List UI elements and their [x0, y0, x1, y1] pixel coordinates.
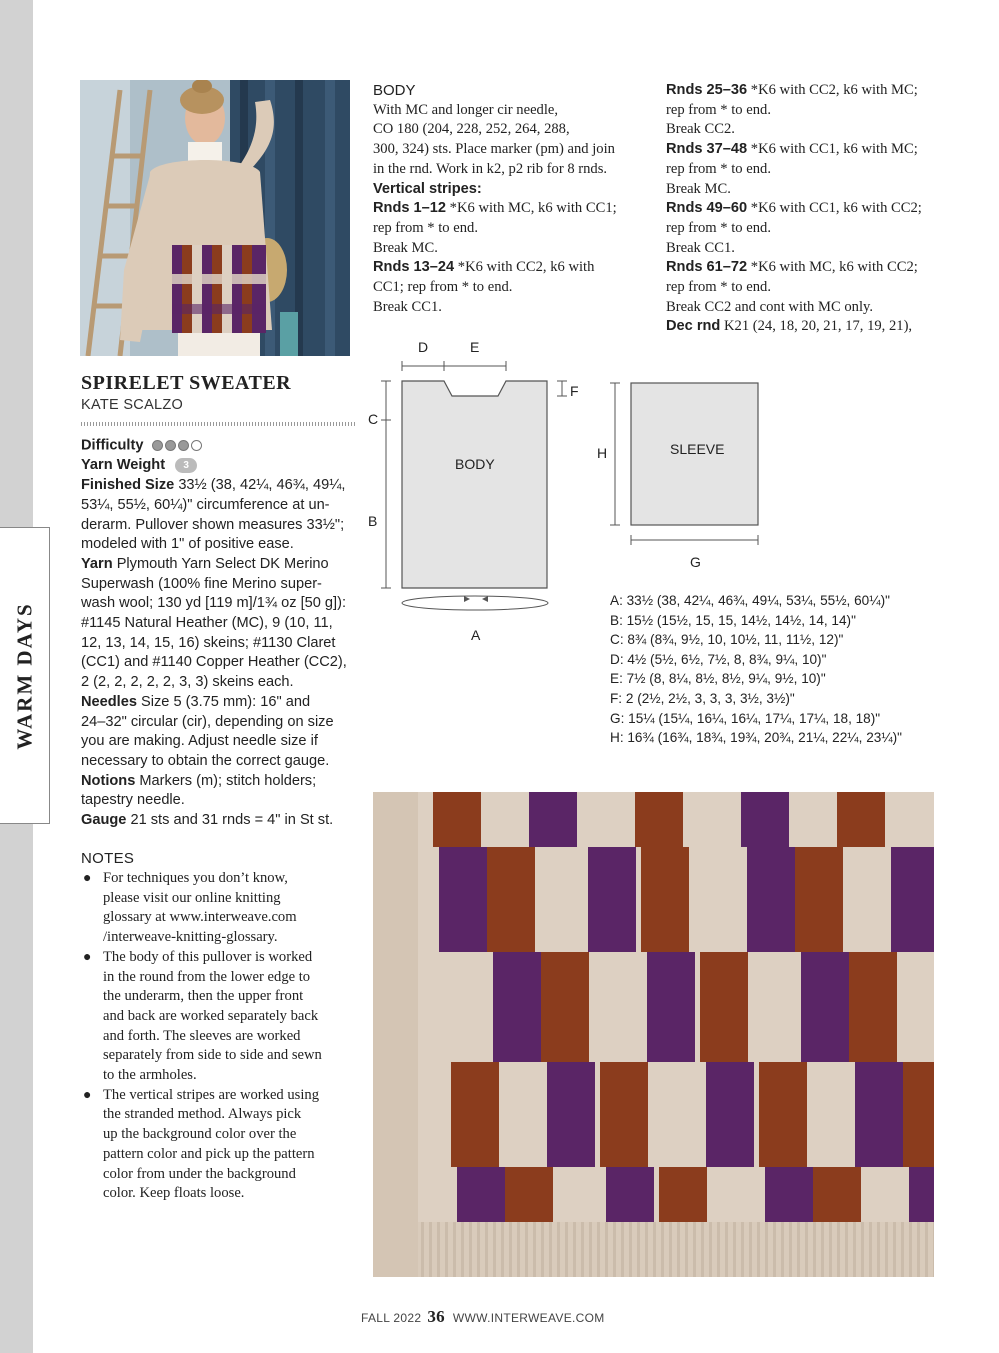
measurement-value: 2 (2½, 2½, 3, 3, 3, 3½, 3½)"	[622, 690, 795, 706]
sleeve-edge	[373, 792, 418, 1277]
stripe-block	[433, 792, 481, 847]
rib-line	[533, 1222, 536, 1277]
stripe-block	[588, 847, 636, 952]
rib-line	[733, 1222, 736, 1277]
spec-line	[81, 535, 366, 555]
measurement-key: E:	[610, 671, 623, 687]
rib-line	[597, 1222, 600, 1277]
round-text: rep from * to end.	[373, 219, 478, 236]
body-instructions-col1	[373, 81, 663, 317]
notes-list	[81, 869, 361, 1204]
body-instructions-col2	[666, 81, 966, 337]
stripe-block	[606, 1167, 654, 1222]
rib-line	[461, 1222, 464, 1277]
stripe-block	[903, 1062, 934, 1167]
round-label: Rnds 49–60	[666, 200, 748, 217]
model-photo	[80, 80, 350, 356]
spec-text: 21 sts and 31 rnds = 4" in St st.	[126, 812, 334, 829]
round-text: Break MC.	[666, 180, 731, 197]
body-intro	[373, 101, 663, 180]
stripe-block	[843, 847, 891, 952]
stripe-block	[891, 847, 934, 952]
note-line: The body of this pullover is worked	[103, 948, 313, 965]
issue-label: FALL 2022	[361, 1311, 422, 1325]
note-line: color from under the background	[103, 1165, 296, 1182]
spec-label: Gauge	[81, 812, 127, 829]
rib-line	[869, 1222, 872, 1277]
rib-line	[501, 1222, 504, 1277]
stripe-block	[789, 792, 837, 847]
note-line: up the background color over the	[103, 1126, 297, 1143]
spec-text: you are making. Adjust needle size if	[81, 733, 318, 750]
stripe-block	[635, 792, 683, 847]
instruction-line	[666, 180, 966, 200]
measurement-value: 16¾ (16¾, 18¾, 19¾, 20¾, 21¼, 22¼, 23¼)"	[623, 730, 903, 746]
instruction-line	[666, 219, 966, 239]
rib-line	[573, 1222, 576, 1277]
difficulty-dot-empty-icon	[191, 440, 202, 451]
rib-line	[525, 1222, 528, 1277]
measurement-key: C:	[610, 632, 624, 648]
instruction-line	[373, 199, 663, 219]
rib-line	[557, 1222, 560, 1277]
yarn-weight-label: Yarn Weight	[81, 457, 166, 474]
round-text: *K6 with MC, k6 with CC1;	[446, 200, 617, 217]
difficulty-dot-icon	[152, 440, 163, 451]
spec-line	[81, 732, 366, 752]
stripe-block	[765, 1167, 813, 1222]
instruction-line	[666, 81, 966, 101]
instruction-line: 300, 324) sts. Place marker (pm) and join	[373, 141, 615, 158]
stripe-block	[849, 952, 897, 1062]
instruction-line	[666, 140, 966, 160]
spec-text: (CC1) and #1140 Copper Heather (CC2),	[81, 654, 347, 671]
stripe-block	[582, 792, 630, 847]
spec-label: Notions	[81, 772, 136, 789]
stripe-block	[753, 952, 801, 1062]
note-line: For techniques you don’t know,	[103, 870, 288, 886]
spec-line	[81, 634, 366, 654]
stripe-block	[706, 1062, 754, 1167]
spec-text: 2 (2, 2, 2, 2, 2, 3, 3) skeins each.	[81, 674, 294, 691]
stripe-block	[481, 792, 529, 847]
round-label: Rnds 1–12	[373, 200, 447, 217]
stripe-block	[547, 1062, 595, 1167]
spec-text: 33½ (38, 42¼, 46¾, 49¼,	[174, 477, 346, 494]
stripe-block	[897, 952, 934, 1062]
stripe-block	[529, 792, 577, 847]
rib-line	[605, 1222, 608, 1277]
rib-line	[853, 1222, 856, 1277]
measurement-row	[610, 630, 902, 650]
stripe-block	[700, 952, 748, 1062]
rib-line	[685, 1222, 688, 1277]
section-tab-label: WARM DAYS	[12, 602, 37, 750]
label-h: H	[597, 445, 608, 461]
difficulty-dot-icon	[178, 440, 189, 451]
rib-line	[445, 1222, 448, 1277]
stripe-block	[741, 792, 789, 847]
spec-text: tapestry needle.	[81, 792, 185, 809]
note-line: color. Keep floats loose.	[103, 1185, 245, 1202]
note-line: pattern color and pick up the pattern	[103, 1145, 315, 1162]
measurement-value: 7½ (8, 8¼, 8½, 8½, 9¼, 9½, 10)"	[622, 671, 826, 687]
rib-line	[725, 1222, 728, 1277]
yarn-weight-icon: 3	[175, 458, 197, 473]
specs-column	[81, 436, 366, 831]
instruction-line	[666, 317, 966, 337]
designer-name: KATE SCALZO	[81, 397, 184, 413]
rib-line	[749, 1222, 752, 1277]
spec-text: 53¼, 55½, 60¼)" circumference at un-	[81, 496, 330, 513]
rib-line	[621, 1222, 624, 1277]
rib-line	[901, 1222, 904, 1277]
spec-text: 12, 13, 14, 15, 16) skeins; #1130 Claret	[81, 634, 336, 651]
round-text: rep from * to end.	[666, 101, 771, 118]
rib-line	[909, 1222, 912, 1277]
round-label: Rnds 61–72	[666, 259, 748, 276]
rib-line	[709, 1222, 712, 1277]
round-text: K21 (24, 18, 20, 21, 17, 19, 21),	[720, 318, 913, 335]
stripe-block	[653, 1062, 701, 1167]
spec-list	[81, 476, 366, 831]
title-rule	[81, 422, 355, 426]
spec-line	[81, 673, 366, 693]
pattern-title: SPIRELET SWEATER	[81, 372, 292, 394]
spec-text: Size 5 (3.75 mm): 16" and	[136, 693, 311, 710]
rib-line	[453, 1222, 456, 1277]
rib-line	[813, 1222, 816, 1277]
rib-line	[781, 1222, 784, 1277]
yarn-weight-row	[81, 456, 366, 476]
website-url: WWW.INTERWEAVE.COM	[452, 1311, 605, 1325]
measurement-value: 8¾ (8¾, 9½, 10, 10½, 11, 11½, 12)"	[623, 632, 844, 648]
rib-line	[805, 1222, 808, 1277]
spec-line	[81, 614, 366, 634]
instruction-line	[666, 160, 966, 180]
instruction-line	[373, 298, 663, 318]
rib-line	[629, 1222, 632, 1277]
spec-label: Needles	[81, 693, 137, 710]
stripe-block	[694, 847, 742, 952]
rib-line	[821, 1222, 824, 1277]
round-text: Break CC2.	[666, 121, 735, 138]
spec-line	[81, 516, 366, 536]
body-heading: BODY	[373, 82, 416, 99]
spec-text: Plymouth Yarn Select DK Merino	[112, 555, 329, 572]
stripe-block	[747, 847, 795, 952]
measurement-key: B:	[610, 612, 623, 628]
rib-line	[669, 1222, 672, 1277]
note-item	[81, 948, 361, 1086]
difficulty-rating	[152, 436, 204, 456]
bullet-icon: ●	[83, 949, 92, 965]
round-text: Break CC1.	[373, 298, 442, 315]
note-item	[81, 1086, 361, 1204]
spec-label: Yarn	[81, 555, 113, 572]
stripe-block	[712, 1167, 760, 1222]
spec-text: 24–32" circular (cir), depending on size	[81, 713, 334, 730]
note-line: glossary at www.interweave.com	[103, 909, 297, 926]
rib-line	[701, 1222, 704, 1277]
stripe-block	[493, 952, 541, 1062]
instruction-line	[373, 239, 663, 259]
spec-line	[81, 594, 366, 614]
instruction-line: in the rnd. Work in k2, p2 rib for 8 rnds.	[373, 160, 608, 177]
note-line: please visit our online knitting	[103, 889, 281, 906]
note-line: in the round from the lower edge to	[103, 968, 311, 985]
rib-line	[741, 1222, 744, 1277]
rib-line	[893, 1222, 896, 1277]
stripe-block	[855, 1062, 903, 1167]
stripe-block	[541, 952, 589, 1062]
rib-line	[829, 1222, 832, 1277]
spec-line	[81, 653, 366, 673]
label-e: E	[470, 339, 480, 355]
rib-line	[589, 1222, 592, 1277]
rib-line	[845, 1222, 848, 1277]
sleeve-piece-label: SLEEVE	[670, 441, 725, 457]
spec-line	[81, 713, 366, 733]
label-a: A	[471, 627, 481, 643]
round-text: rep from * to end.	[666, 160, 771, 177]
instruction-line: With MC and longer cir needle,	[373, 101, 559, 118]
stripe-block	[813, 1167, 861, 1222]
stripe-block	[451, 1062, 499, 1167]
spec-text: necessary to obtain the correct gauge.	[81, 752, 330, 769]
stripe-block	[807, 1062, 855, 1167]
rib-line	[789, 1222, 792, 1277]
measurement-value: 15¼ (15¼, 16¼, 16¼, 17¼, 17¼, 18, 18)"	[624, 710, 881, 726]
bullet-icon: ●	[83, 871, 92, 886]
stripe-block	[641, 847, 689, 952]
rib-line	[485, 1222, 488, 1277]
rib-line	[509, 1222, 512, 1277]
page-number: 36	[427, 1307, 445, 1326]
spec-line	[81, 811, 366, 831]
note-line: the underarm, then the upper front	[103, 988, 304, 1005]
measurement-key: F:	[610, 690, 623, 706]
rib-line	[765, 1222, 768, 1277]
stripe-block	[837, 792, 885, 847]
round-text: rep from * to end.	[666, 219, 771, 236]
bullet-icon: ●	[83, 1087, 92, 1103]
label-c: C	[368, 411, 379, 427]
instruction-line	[666, 258, 966, 278]
instruction-line	[373, 258, 663, 278]
stripe-block	[688, 792, 736, 847]
spec-line	[81, 496, 366, 516]
stripe-block	[505, 1167, 553, 1222]
spec-line	[81, 693, 366, 713]
rib-line	[861, 1222, 864, 1277]
stripe-block	[759, 1062, 807, 1167]
stripe-block	[445, 952, 493, 1062]
rib-line	[693, 1222, 696, 1277]
label-f: F	[570, 383, 579, 399]
rib-line	[837, 1222, 840, 1277]
measurement-row	[610, 611, 902, 631]
instruction-line	[373, 219, 663, 239]
label-g: G	[690, 554, 701, 570]
round-label: Rnds 37–48	[666, 141, 748, 158]
difficulty-dot-icon	[165, 440, 176, 451]
rib-line	[773, 1222, 776, 1277]
note-line: The vertical stripes are worked using	[103, 1086, 319, 1103]
rib-line	[645, 1222, 648, 1277]
note-line: and forth. The sleeves are worked	[103, 1027, 301, 1044]
note-line: separately from side to side and sewn	[103, 1047, 322, 1064]
round-label: Dec rnd	[666, 318, 721, 335]
rib-line	[549, 1222, 552, 1277]
instruction-line	[666, 101, 966, 121]
rib-line	[653, 1222, 656, 1277]
instruction-line	[666, 199, 966, 219]
measurement-key: H:	[610, 730, 624, 746]
spec-line	[81, 575, 366, 595]
stripe-block	[659, 1167, 707, 1222]
vertical-stripes-heading: Vertical stripes:	[373, 180, 482, 197]
measurement-key: D:	[610, 651, 624, 667]
round-text: *K6 with MC, k6 with CC2;	[747, 259, 918, 276]
stripe-block	[861, 1167, 909, 1222]
label-b: B	[368, 513, 378, 529]
instruction-line	[666, 298, 966, 318]
rib-line	[469, 1222, 472, 1277]
instruction-line	[666, 120, 966, 140]
rib-line	[661, 1222, 664, 1277]
round-text: *K6 with CC2, k6 with MC;	[747, 82, 918, 98]
stripe-block	[457, 1167, 505, 1222]
spec-label: Finished Size	[81, 477, 175, 494]
stripe-block	[801, 952, 849, 1062]
spec-text: derarm. Pullover shown measures 33½";	[81, 516, 345, 533]
spec-text: modeled with 1" of positive ease.	[81, 536, 294, 553]
instruction-line	[666, 278, 966, 298]
round-text: Break CC2 and cont with MC only.	[666, 298, 873, 315]
spec-text: #1145 Natural Heather (MC), 9 (10, 11,	[81, 615, 333, 632]
rib-line	[717, 1222, 720, 1277]
spec-line	[81, 555, 366, 575]
rib-line	[581, 1222, 584, 1277]
rib-line	[933, 1222, 934, 1277]
measurement-row	[610, 689, 902, 709]
rib-line	[885, 1222, 888, 1277]
rib-line	[421, 1222, 424, 1277]
measurement-row	[610, 709, 902, 729]
round-text: Break MC.	[373, 239, 438, 256]
stripe-block	[594, 952, 642, 1062]
note-item	[81, 869, 361, 948]
measurement-row	[610, 728, 902, 748]
spec-line	[81, 791, 366, 811]
note-line: the stranded method. Always pick	[103, 1106, 302, 1123]
spec-text: wash wool; 130 yd [119 m]/1¾ oz [50 g]):	[81, 595, 346, 612]
measurement-row	[610, 669, 902, 689]
measurement-key: A:	[610, 593, 623, 608]
measurement-list	[610, 591, 902, 748]
rib-line	[925, 1222, 928, 1277]
stripe-rounds-a	[373, 199, 663, 317]
note-line: and back are worked separately back	[103, 1007, 319, 1024]
rib-line	[757, 1222, 760, 1277]
measurement-key: G:	[610, 710, 625, 726]
spec-text: Superwash (100% fine Merino super-	[81, 575, 322, 592]
page-footer	[361, 1307, 605, 1327]
round-text: *K6 with CC2, k6 with	[454, 259, 595, 276]
body-piece-label: BODY	[455, 456, 495, 472]
spec-line	[81, 752, 366, 772]
stripe-closeup-photo	[373, 792, 934, 1277]
rib-line	[541, 1222, 544, 1277]
rib-line	[613, 1222, 616, 1277]
stripe-block	[795, 847, 843, 952]
measurement-row	[610, 591, 902, 611]
round-text: *K6 with CC1, k6 with CC2;	[747, 200, 922, 217]
stripe-block	[499, 1062, 547, 1167]
spec-line	[81, 772, 366, 792]
rib-line	[493, 1222, 496, 1277]
stripe-block	[439, 847, 487, 952]
instruction-line	[666, 239, 966, 259]
instruction-line	[373, 278, 663, 298]
rib-line	[477, 1222, 480, 1277]
round-label: Rnds 25–36	[666, 82, 748, 98]
rib-line	[637, 1222, 640, 1277]
spec-text: Markers (m); stitch holders;	[135, 772, 317, 789]
body-piece	[402, 381, 547, 588]
round-text: CC1; rep from * to end.	[373, 279, 513, 296]
stripe-block	[885, 792, 933, 847]
instruction-line: CO 180 (204, 228, 252, 264, 288,	[373, 121, 570, 138]
stripe-block	[535, 847, 583, 952]
rib-line	[877, 1222, 880, 1277]
rib-line	[797, 1222, 800, 1277]
measurement-row	[610, 650, 902, 670]
measurement-value: 15½ (15½, 15, 15, 14½, 14½, 14, 14)"	[622, 612, 856, 628]
stripe-block	[909, 1167, 934, 1222]
round-text: *K6 with CC1, k6 with MC;	[747, 141, 918, 158]
stripe-block	[647, 952, 695, 1062]
rib-line	[677, 1222, 680, 1277]
difficulty-row	[81, 436, 366, 456]
round-text: rep from * to end.	[666, 279, 771, 296]
rib-line	[437, 1222, 440, 1277]
round-label: Rnds 13–24	[373, 259, 455, 276]
label-d: D	[418, 339, 429, 355]
rib-line	[429, 1222, 432, 1277]
stripe-block	[553, 1167, 601, 1222]
rib-line	[517, 1222, 520, 1277]
note-line: to the armholes.	[103, 1067, 197, 1084]
spec-line	[81, 476, 366, 496]
stripe-block	[600, 1062, 648, 1167]
stripe-block	[487, 847, 535, 952]
measurement-value: 4½ (5½, 6½, 7½, 8, 8¾, 9¼, 10)"	[623, 651, 827, 667]
difficulty-label: Difficulty	[81, 437, 144, 454]
notes-heading: NOTES	[81, 850, 135, 867]
note-line: /interweave-knitting-glossary.	[103, 929, 278, 946]
round-text: Break CC1.	[666, 239, 735, 256]
rib-line	[917, 1222, 920, 1277]
rib-line	[565, 1222, 568, 1277]
measurement-value: 33½ (38, 42¼, 46¾, 49¼, 53¼, 55½, 60¼)"	[622, 593, 890, 608]
